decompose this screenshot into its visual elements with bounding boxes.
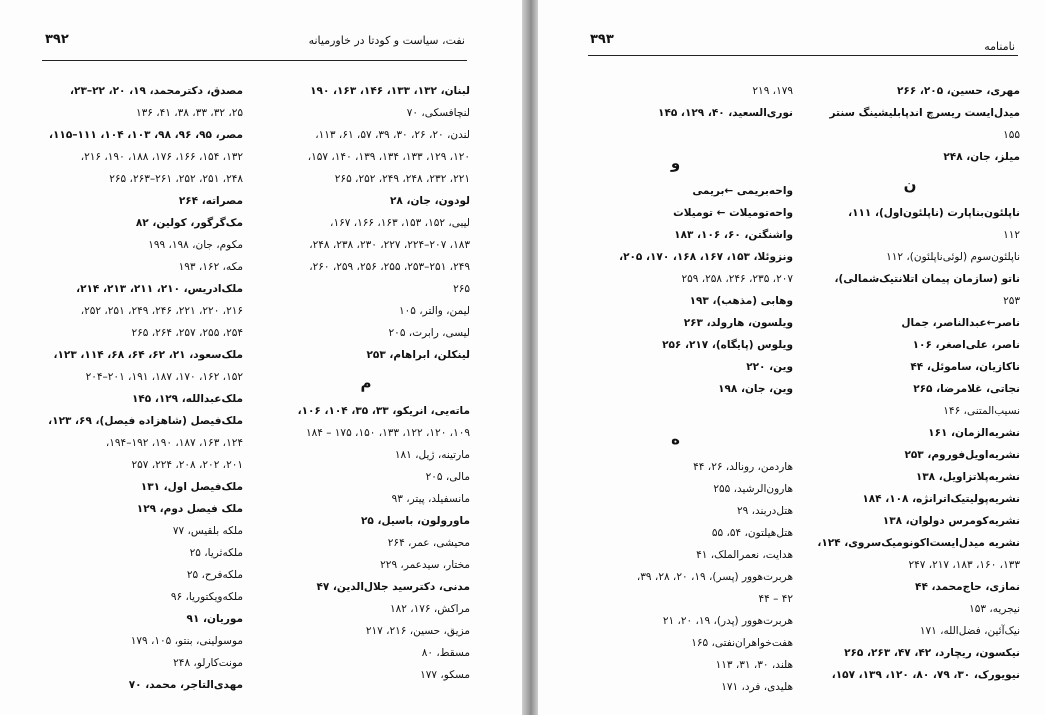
index-entry: وین، جان، ۱۹۸ [718, 383, 793, 395]
index-entry: هدایت، نعمرالملک، ۴۱ [696, 549, 793, 561]
index-entry: ونزوئلا، ۱۵۳، ۱۶۷، ۱۶۸، ۱۷۰، ۲۰۵، [619, 251, 793, 263]
index-entry: ملک‌فیصل (شاهزاده فیصل)، ۶۹، ۱۲۳، [48, 415, 243, 427]
index-entry: ۱۵۵ [1003, 129, 1020, 141]
index-entry: ۴۲ – ۴۴ [758, 593, 793, 605]
index-entry: مالی، ۲۰۵ [425, 471, 470, 483]
index-entry: ویلوس (پایگاه)، ۲۱۷، ۲۵۶ [662, 339, 793, 351]
index-entry: مراکش، ۱۷۶، ۱۸۲ [389, 603, 470, 615]
index-entry: مهری، حسین، ۲۰۵، ۲۶۶ [897, 85, 1020, 97]
index-entry: هلیدی، فرد، ۱۷۱ [721, 681, 793, 693]
right-running-title: نامنامه [984, 40, 1015, 53]
section-letter: و [670, 154, 681, 172]
index-entry: مهدی‌التاجر، محمد، ۷۰ [128, 679, 243, 691]
index-entry: ناصر←عبدالناصر، جمال [901, 317, 1020, 329]
index-entry: ناصر، علی‌اصغر، ۱۰۶ [912, 339, 1020, 351]
index-entry: ملکه‌ثریا، ۲۵ [189, 547, 243, 559]
index-entry: مک‌گرگور، کولین، ۸۲ [135, 217, 243, 229]
book-gutter [522, 0, 538, 715]
index-entry: مصدق، دکترمحمد، ۱۹، ۲۰، ۲۲–۲۳، [70, 85, 243, 97]
index-entry: واشنگتن، ۶۰، ۱۰۶، ۱۸۳ [674, 229, 793, 241]
index-entry: نیکسون، ریچارد، ۴۲، ۴۷، ۲۶۳، ۲۶۵ [844, 647, 1020, 659]
index-entry: ناپلئون‌بناپارت (ناپلئون‌اول)، ۱۱۱، [848, 207, 1020, 219]
index-entry: موریان، ۹۱ [186, 613, 243, 625]
index-entry: هربرت‌هوور (پدر)، ۱۹، ۲۰، ۲۱ [662, 615, 793, 627]
index-entry: ۲۰۷، ۲۳۵، ۲۴۶، ۲۵۸، ۲۵۹ [681, 273, 793, 285]
index-entry: هتل‌دربند، ۲۹ [736, 505, 793, 517]
index-entry: نشریه‌کومرس دولوان، ۱۳۸ [882, 515, 1020, 527]
index-entry: ۲۴۹، ۲۵۱–۲۵۳، ۲۵۵، ۲۵۶، ۲۵۹، ۲۶۰، [309, 261, 470, 273]
index-entry: ناتو (سازمان پیمان اتلانتیک‌شمالی)، [834, 273, 1020, 285]
index-entry: ۱۳۳، ۱۶۰، ۱۸۳، ۲۱۷، ۲۴۷ [908, 559, 1020, 571]
index-entry: ۱۳۲، ۱۵۴، ۱۶۶، ۱۷۶، ۱۸۸، ۱۹۰، ۲۱۶، [80, 151, 243, 163]
index-entry: مختار، سیدعمر، ۲۲۹ [380, 559, 470, 571]
index-entry: ملکه بلقیس، ۷۷ [172, 525, 243, 537]
index-entry: ملک‌ادریس، ۲۱۰، ۲۱۱، ۲۱۳، ۲۱۴، [76, 283, 243, 295]
right-page-number: ۳۹۳ [590, 32, 614, 47]
index-entry: لبنان، ۱۳۲، ۱۳۳، ۱۴۶، ۱۶۳، ۱۹۰ [310, 85, 470, 97]
index-entry: ملک‌فیصل اول، ۱۳۱ [140, 481, 243, 493]
index-entry: ۲۶۵ [453, 283, 470, 295]
index-entry: ۲۵، ۳۲، ۳۳، ۳۸، ۴۱، ۱۳۶ [136, 107, 243, 119]
index-entry: ملک فیصل دوم، ۱۲۹ [136, 503, 243, 515]
index-entry: لودون، جان، ۲۸ [390, 195, 470, 207]
index-entry: میلز، جان، ۲۴۸ [943, 151, 1020, 163]
index-entry: لنچافسکی، ۷۰ [406, 107, 470, 119]
index-entry: نسیب‌المتنی، ۱۴۶ [943, 405, 1020, 417]
index-entry: نشریه‌اویل‌فوروم، ۲۵۳ [904, 449, 1020, 461]
index-entry: هارون‌الرشید، ۲۵۵ [713, 483, 793, 495]
index-entry: نشریه‌پولیتیک‌اترانژه، ۱۰۸، ۱۸۴ [862, 493, 1020, 505]
index-entry: هتل‌هیلتون، ۵۴، ۵۵ [711, 527, 793, 539]
index-entry: وهابی (مذهب)، ۱۹۳ [689, 295, 793, 307]
index-entry: هربرت‌هوور (پسر)، ۱۹، ۲۰، ۲۸، ۳۹، [636, 571, 793, 583]
index-entry: نجاتی، غلامرضا، ۲۶۵ [913, 383, 1020, 395]
right-header-rule [588, 55, 1018, 56]
index-entry: واحه‌تومیلات ← تومیلات [673, 207, 793, 219]
index-entry: هفت‌خواهران‌نفتی، ۱۶۵ [691, 637, 793, 649]
index-entry: مزیق، حسین، ۲۱۶، ۲۱۷ [365, 625, 470, 637]
index-entry: ۲۴۸، ۲۵۱، ۲۵۲، ۲۶۱–۲۶۳، ۲۶۵ [109, 173, 243, 185]
index-entry: مدنی، دکترسید جلال‌الدین، ۴۷ [316, 581, 470, 593]
index-entry: موسولینی، بنتو، ۱۰۵، ۱۷۹ [130, 635, 243, 647]
index-entry: ۲۰۱، ۲۰۲، ۲۰۸، ۲۲۴، ۲۵۷ [131, 459, 243, 471]
index-entry: نیک‌آئین، فضل‌الله، ۱۷۱ [919, 625, 1020, 637]
index-entry: ۱۷۹، ۲۱۹ [752, 85, 793, 97]
section-letter: ه [671, 430, 680, 448]
index-entry: ۲۵۴، ۲۵۵، ۲۵۷، ۲۶۴، ۲۶۵ [131, 327, 243, 339]
index-entry: هاردمن، رونالد، ۲۶، ۴۴ [693, 461, 793, 473]
left-page-right-column [262, 80, 470, 686]
index-entry: ماته‌یی، انریکو، ۳۳، ۳۵، ۱۰۴، ۱۰۶، [297, 405, 470, 417]
index-entry: ناپلئون‌سوم (لوئی‌ناپلئون)، ۱۱۲ [886, 251, 1020, 263]
left-page [0, 0, 522, 715]
index-entry: ۲۲۱، ۲۳۲، ۲۴۸، ۲۴۹، ۲۵۲، ۲۶۵ [334, 173, 470, 185]
index-entry: نیجریه، ۱۵۳ [969, 603, 1020, 615]
index-entry: ۲۱۶، ۲۲۰، ۲۲۱، ۲۴۶، ۲۴۹، ۲۵۱، ۲۵۲، [80, 305, 243, 317]
index-entry: ملکه‌ویکتوریا، ۹۶ [170, 591, 243, 603]
index-entry: مکوم، جان، ۱۹۸، ۱۹۹ [148, 239, 243, 251]
index-entry: مسکو، ۱۷۷ [420, 669, 470, 681]
index-entry: ۱۲۴، ۱۶۳، ۱۸۷، ۱۹۰، ۱۹۲–۱۹۴، [105, 437, 243, 449]
index-entry: مصراته، ۲۶۴ [178, 195, 243, 207]
index-entry: ملک‌سعود، ۲۱، ۶۲، ۶۴، ۶۸، ۱۱۴، ۱۲۳، [53, 349, 243, 361]
section-letter: ن [903, 176, 917, 194]
index-entry: لیبی، ۱۵۲، ۱۵۳، ۱۶۳، ۱۶۶، ۱۶۷، [330, 217, 470, 229]
index-entry: نشریه‌پلاتزاویل، ۱۳۸ [915, 471, 1020, 483]
index-entry: ماورولون، باسیل، ۲۵ [360, 515, 470, 527]
left-page-left-column [28, 80, 243, 696]
spacer [558, 124, 793, 146]
index-entry: وین، ۲۲۰ [746, 361, 793, 373]
index-entry: لیمن، والتر، ۱۰۵ [399, 305, 470, 317]
left-page-number: ۳۹۲ [45, 32, 69, 47]
index-entry: میدل‌ایست ریسرچ اندپابلیشینگ سنتر [829, 107, 1020, 119]
index-entry: واحه‌بریمی ←بریمی [692, 185, 793, 197]
left-header-rule [42, 60, 467, 61]
spacer [558, 400, 793, 422]
left-running-title: نفت، سیاست و کودتا در خاورمیانه [308, 34, 465, 47]
index-entry: مصر، ۹۵، ۹۶، ۹۸، ۱۰۳، ۱۰۴، ۱۱۱–۱۱۵، [49, 129, 243, 141]
index-entry: ملکه‌فرح، ۲۵ [186, 569, 243, 581]
index-entry: لینکلن، ابراهام، ۲۵۳ [366, 349, 470, 361]
index-entry: هلند، ۳۰، ۳۱، ۱۱۳ [715, 659, 793, 671]
index-entry: ۱۸۳، ۲۰۷–۲۲۴، ۲۲۷، ۲۳۰، ۲۳۸، ۲۴۸، [309, 239, 470, 251]
index-entry: نیویورک، ۳۰، ۷۹، ۸۰، ۱۲۰، ۱۳۹، ۱۵۷، [831, 669, 1020, 681]
index-entry: ۱۲۰، ۱۲۹، ۱۳۳، ۱۳۴، ۱۳۹، ۱۴۰، ۱۵۷، [307, 151, 470, 163]
right-page [538, 0, 1045, 715]
right-page-right-column [800, 80, 1020, 686]
index-entry: ویلسون، هارولد، ۲۶۳ [683, 317, 793, 329]
index-entry: مارتینه، ژیل، ۱۸۱ [394, 449, 470, 461]
index-entry: مسقط، ۸۰ [421, 647, 470, 659]
index-entry: ۱۵۲، ۱۶۲، ۱۷۰، ۱۸۷، ۱۹۱، ۲۰۱–۲۰۴ [85, 371, 243, 383]
index-entry: ۲۵۳ [1003, 295, 1020, 307]
index-entry: نوری‌السعید، ۴۰، ۱۲۹، ۱۴۵ [658, 107, 793, 119]
index-entry: ۱۱۲ [1003, 229, 1020, 241]
index-entry: لندن، ۲۰، ۲۶، ۳۰، ۳۹، ۵۷، ۶۱، ۱۱۳، [315, 129, 470, 141]
index-entry: لیسی، رابرت، ۲۰۵ [388, 327, 470, 339]
index-entry: نمازی، حاج‌محمد، ۴۴ [915, 581, 1020, 593]
index-entry: مونت‌کارلو، ۲۴۸ [173, 657, 243, 669]
index-entry: نشریه‌الزمان، ۱۶۱ [928, 427, 1020, 439]
index-entry: ملک‌عبدالله، ۱۲۹، ۱۴۵ [131, 393, 243, 405]
index-entry: ۱۰۹، ۱۲۰، ۱۲۲، ۱۳۳، ۱۵۰، ۱۷۵ – ۱۸۴ [305, 427, 470, 439]
index-entry: محیشی، عمر، ۲۶۴ [387, 537, 470, 549]
index-entry: نشریه میدل‌ایست‌اکونومیک‌سروی، ۱۲۴، [817, 537, 1020, 549]
index-entry: ناکازیان، ساموئل، ۴۴ [910, 361, 1020, 373]
index-entry: مکه، ۱۶۲، ۱۹۳ [178, 261, 243, 273]
index-entry: مانسفیلد، پیتر، ۹۳ [391, 493, 470, 505]
section-letter: م [360, 374, 372, 392]
right-page-left-column [558, 80, 793, 698]
